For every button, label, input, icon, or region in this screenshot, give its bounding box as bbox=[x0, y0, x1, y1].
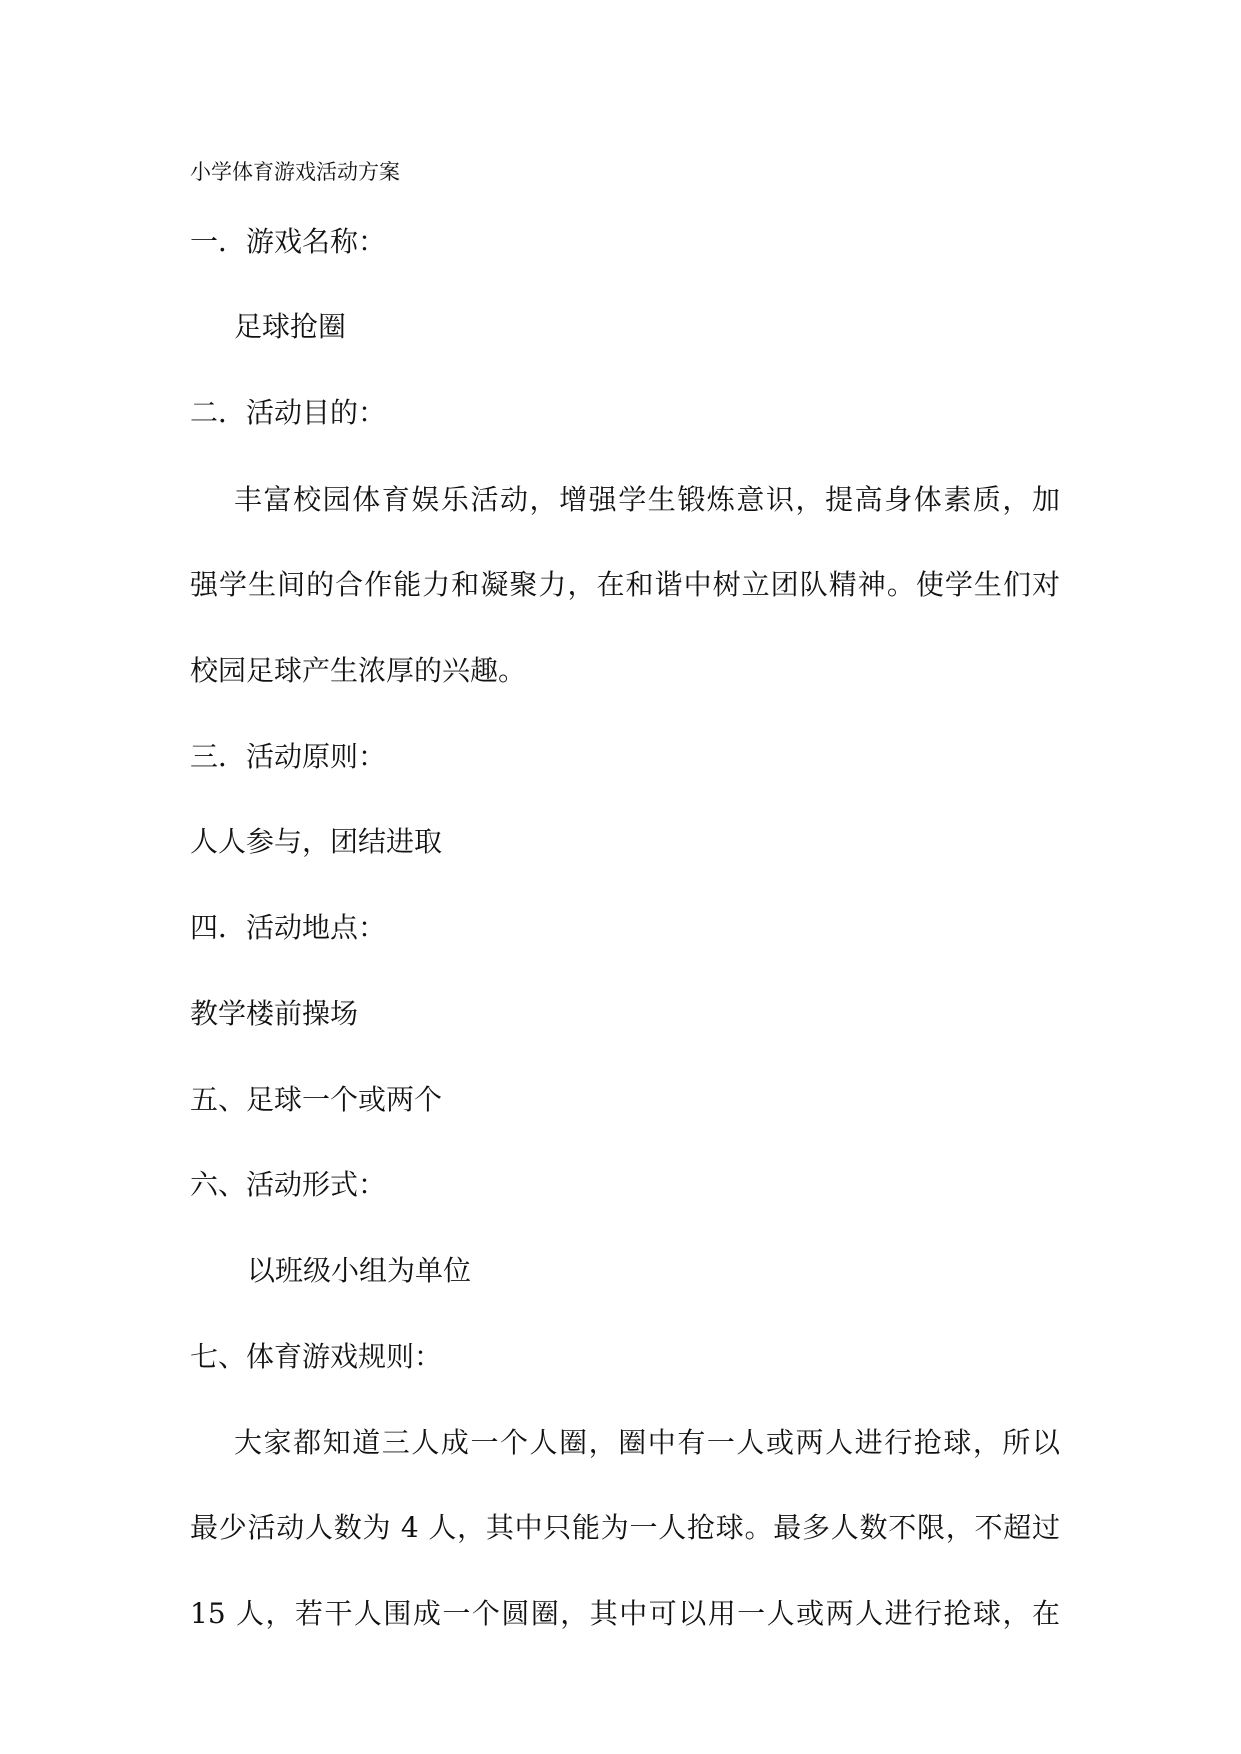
section-heading-rules: 七、体育游戏规则： bbox=[190, 1340, 443, 1373]
purpose-line-3: 校园足球产生浓厚的兴趣。 bbox=[190, 654, 527, 687]
section-heading-form: 六、活动形式： bbox=[190, 1168, 387, 1201]
rules-line-2: 最少活动人数为 4 人，其中只能为一人抢球。最多人数不限，不超过 bbox=[190, 1511, 1060, 1544]
location-value: 教学楼前操场 bbox=[190, 997, 359, 1030]
section-heading-principle: 三．活动原则： bbox=[190, 740, 387, 773]
section-heading-location: 四．活动地点： bbox=[190, 911, 387, 944]
game-name-value: 足球抢圈 bbox=[234, 310, 347, 343]
rules-line-1: 大家都知道三人成一个人圈，圈中有一人或两人进行抢球，所以 bbox=[234, 1426, 1060, 1459]
purpose-line-2: 强学生间的合作能力和凝聚力，在和谐中树立团队精神。使学生们对 bbox=[190, 568, 1060, 601]
form-value: 以班级小组为单位 bbox=[247, 1254, 472, 1287]
section-heading-game-name: 一．游戏名称： bbox=[190, 225, 387, 258]
principle-value: 人人参与，团结进取 bbox=[190, 825, 443, 858]
section-heading-purpose: 二．活动目的： bbox=[190, 396, 387, 429]
document-title: 小学体育游戏活动方案 bbox=[190, 160, 400, 184]
rules-line-3: 15 人，若干人围成一个圆圈，其中可以用一人或两人进行抢球，在 bbox=[190, 1597, 1060, 1630]
equipment-line: 五、足球一个或两个 bbox=[190, 1083, 443, 1116]
purpose-line-1: 丰富校园体育娱乐活动，增强学生锻炼意识，提高身体素质，加 bbox=[234, 483, 1060, 516]
